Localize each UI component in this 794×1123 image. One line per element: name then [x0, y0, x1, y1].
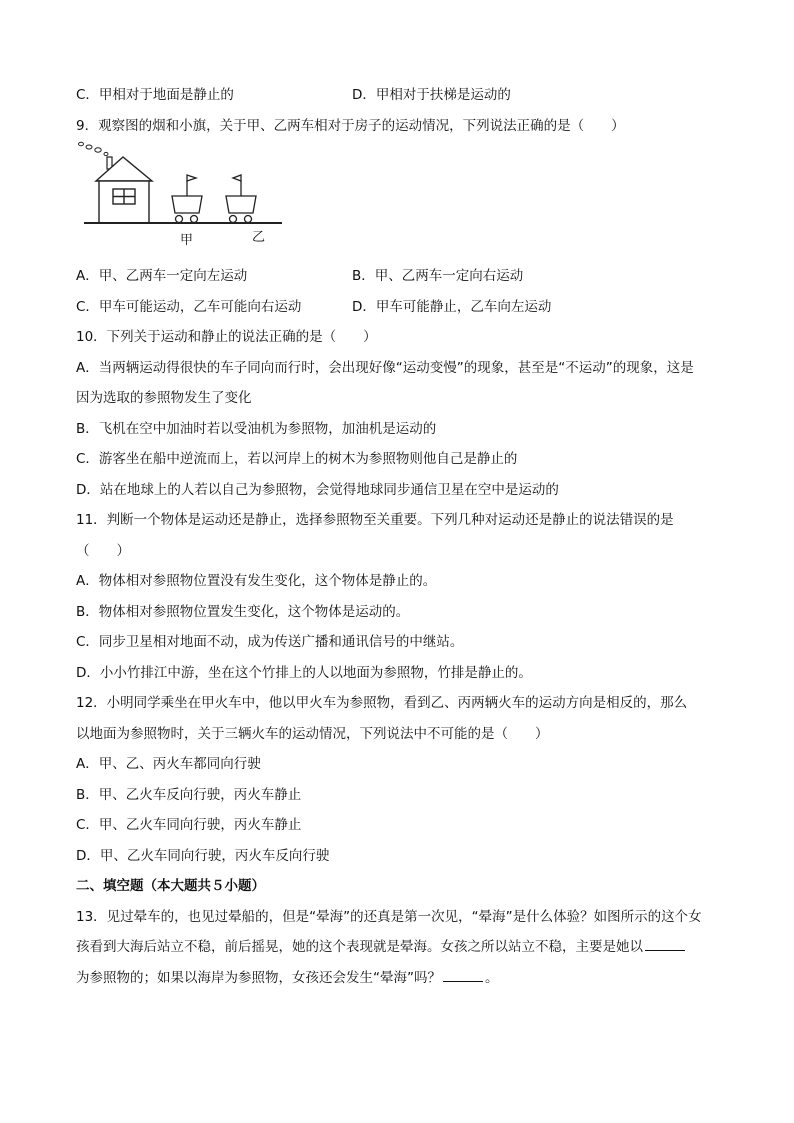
q11-option-c: C．同步卫星相对地面不动，成为传送广播和通讯信号的中继站。: [76, 634, 464, 650]
q9-option-a: A．甲、乙两车一定向左运动: [76, 268, 248, 284]
q11-stem-line2: （ ）: [76, 542, 130, 559]
q10-option-a-line1: A．当两辆运动得很快的车子同向而行时，会出现好像“运动变慢”的现象，甚至是“不运动”的现象，这是: [76, 359, 694, 376]
q12-option-d: D．甲、乙火车同向行驶，丙火车反向行驶: [76, 847, 330, 864]
q9-option-b: B．甲、乙两车一定向右运动: [352, 268, 524, 284]
q12-stem-line2: 以地面为参照物时，关于三辆火车的运动情况，下列说法中不可能的是（ ）: [76, 725, 549, 742]
house-and-carts-diagram: [76, 141, 296, 261]
q12-option-c: C．甲、乙火车同向行驶，丙火车静止: [76, 817, 302, 833]
q11-option-a: A．物体相对参照物位置没有发生变化，这个物体是静止的。: [76, 573, 437, 589]
q13-line3: [76, 963, 726, 994]
q8-option-c: C．甲相对于地面是静止的: [76, 87, 234, 103]
q11-stem-line1: 11．判断一个物体是运动还是静止，选择参照物至关重要。下列几种对运动还是静止的说法错误的是: [76, 512, 674, 528]
cart-jia-icon: [172, 175, 202, 223]
label-jia: 甲: [180, 233, 194, 248]
q13-line3-end: 。: [485, 969, 499, 986]
q9-options-ab: [76, 261, 726, 292]
q9-options-cd: [76, 292, 726, 323]
section-title-fill-in: 二、填空题（本大题共５小题）: [76, 878, 265, 894]
cart-yi-icon: [226, 175, 256, 223]
q12-option-b: B．甲、乙火车反向行驶，丙火车静止: [76, 786, 302, 803]
smoke-icon: [79, 142, 109, 155]
q11-option-b: B．物体相对参照物位置发生变化，这个物体是运动的。: [76, 603, 410, 620]
q13-line2: [76, 932, 726, 963]
q13-blank-1[interactable]: [645, 936, 685, 951]
q8-option-d: D．甲相对于扶梯是运动的: [352, 87, 511, 103]
q10-option-d: D．站在地球上的人若以自己为参照物，会觉得地球同步通信卫星在空中是运动的: [76, 481, 559, 498]
q12-option-a: A．甲、乙、丙火车都同向行驶: [76, 756, 261, 772]
document-page: [76, 80, 726, 993]
q13-line3-text: 为参照物的；如果以海岸为参照物，女孩还会发生“晕海”吗？: [76, 969, 441, 986]
q11-option-d: D．小小竹排江中游，坐在这个竹排上的人以地面为参照物，竹排是静止的。: [76, 664, 532, 681]
house-icon: [96, 157, 152, 223]
q10-stem: 10．下列关于运动和静止的说法正确的是（ ）: [76, 329, 377, 345]
q8-options-cd: [76, 80, 726, 111]
q10-option-a-line2: 因为选取的参照物发生了变化: [76, 390, 252, 406]
q10-option-b: B．飞机在空中加油时若以受油机为参照物，加油机是运动的: [76, 420, 437, 437]
q9-figure: [76, 141, 726, 261]
q9-stem: 9．观察图的烟和小旗，关于甲、乙两车相对于房子的运动情况，下列说法正确的是（ ）: [76, 117, 625, 134]
label-yi: 乙: [252, 230, 266, 245]
q9-option-c: C．甲车可能运动，乙车可能向右运动: [76, 298, 302, 315]
q13-line2-text: 孩看到大海后站立不稳，前后摇晃，她的这个表现就是晕海。女孩之所以站立不稳，主要是她以: [76, 939, 643, 955]
q13-blank-2[interactable]: [443, 967, 483, 982]
q10-option-c: C．游客坐在船中逆流而上，若以河岸上的树木为参照物则他自己是静止的: [76, 451, 518, 467]
q9-option-d: D．甲车可能静止，乙车向左运动: [352, 298, 552, 315]
q13-line1: 13．见过晕车的，也见过晕船的，但是“晕海”的还真是第一次见，“晕海”是什么体验？如图所示的这个女: [76, 908, 702, 925]
q12-stem-line1: 12．小明同学乘坐在甲火车中，他以甲火车为参照物，看到乙、丙两辆火车的运动方向是相反的，那么: [76, 695, 688, 711]
